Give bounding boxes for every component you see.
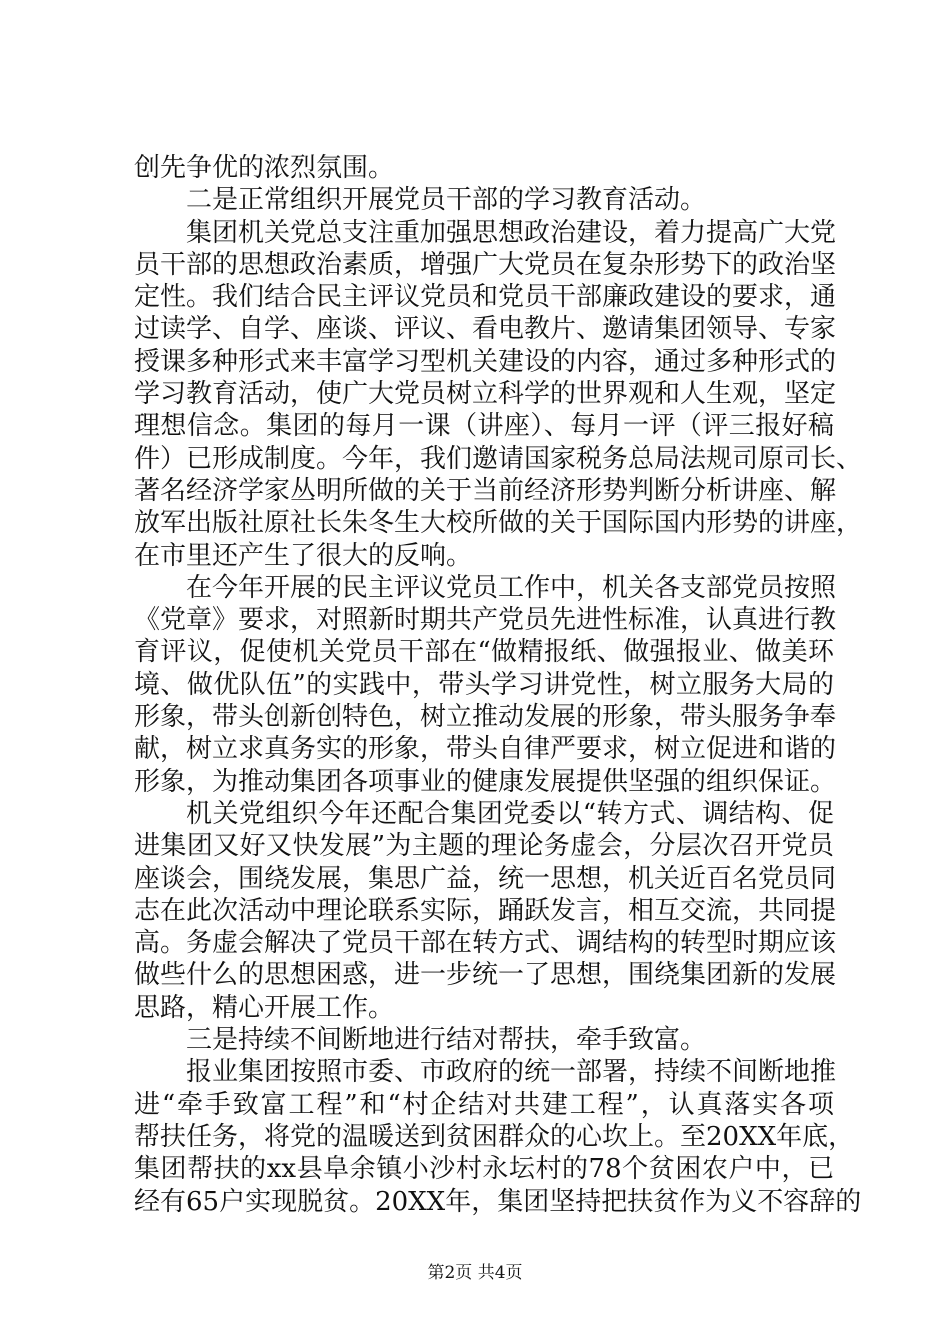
- text-line: 学习教育活动，使广大党员树立科学的世界观和人生观，坚定: [134, 379, 837, 410]
- text-line: 集团机关党总支注重加强思想政治建设，着力提高广大党: [186, 217, 837, 248]
- section-heading: 三是持续不间断地进行结对帮扶，牵手致富。: [186, 1025, 707, 1056]
- text-line: 放军出版社原社长朱冬生大校所做的关于国际国内形势的讲座，: [134, 508, 863, 539]
- text-line: 授课多种形式来丰富学习型机关建设的内容，通过多种形式的: [134, 346, 837, 377]
- document-body: [134, 152, 863, 1218]
- text-line: 创先争优的浓烈氛围。: [134, 153, 395, 183]
- text-line: 经有65户实现脱贫。20XX年，集团坚持把扶贫作为义不容辞的: [134, 1186, 862, 1217]
- text-line: 员干部的思想政治素质，增强广大党员在复杂形势下的政治坚: [134, 249, 837, 280]
- text-line: 进集团又好又快发展”为主题的理论务虚会，分层次召开党员: [134, 831, 834, 862]
- text-line: 育评议，促使机关党员干部在“做精报纸、做强报业、做美环: [134, 637, 834, 668]
- text-line: 集团帮扶的xx县阜余镇小沙村永坛村的78个贫困农户中，已: [134, 1154, 834, 1185]
- text-line: 件）已形成制度。今年，我们邀请国家税务总局法规司原司长、: [134, 443, 863, 474]
- text-line: 思路，精心开展工作。: [134, 992, 395, 1023]
- text-line: 座谈会，围绕发展，集思广益，统一思想，机关近百名党员同: [134, 863, 837, 894]
- page-number-footer: 第2页 共4页: [427, 1263, 523, 1283]
- text-line: 在今年开展的民主评议党员工作中，机关各支部党员按照: [186, 572, 837, 603]
- text-line: 进“牵手致富工程”和“村企结对共建工程”，认真落实各项: [134, 1089, 834, 1120]
- text-line: 过读学、自学、座谈、评议、看电教片、邀请集团领导、专家: [134, 314, 837, 345]
- text-line: 高。务虚会解决了党员干部在转方式、调结构的转型时期应该: [134, 928, 837, 959]
- text-line: 定性。我们结合民主评议党员和党员干部廉政建设的要求，通: [134, 282, 837, 313]
- text-line: 著名经济学家丛明所做的关于当前经济形势判断分析讲座、解: [134, 475, 837, 506]
- text-line: 做些什么的思想困惑，进一步统一了思想，围绕集团新的发展: [134, 960, 837, 991]
- text-line: 机关党组织今年还配合集团党委以“转方式、调结构、促: [186, 798, 834, 829]
- text-line: 报业集团按照市委、市政府的统一部署，持续不间断地推: [186, 1057, 837, 1088]
- text-line: 志在此次活动中理论联系实际，踊跃发言，相互交流，共同提: [134, 895, 837, 926]
- text-line: 《党章》要求，对照新时期共产党员先进性标准，认真进行教: [134, 605, 837, 636]
- text-line: 理想信念。集团的每月一课（讲座）、每月一评（评三报好稿: [134, 411, 834, 442]
- text-line: 形象，带头创新创特色，树立推动发展的形象，带头服务争奉: [134, 702, 837, 733]
- text-line: 在市里还产生了很大的反响。: [134, 540, 473, 571]
- section-heading: 二是正常组织开展党员干部的学习教育活动。: [186, 185, 707, 216]
- text-line: 帮扶任务，将党的温暖送到贫困群众的心坎上。至20XX年底，: [134, 1121, 855, 1152]
- text-line: 形象，为推动集团各项事业的健康发展提供坚强的组织保证。: [134, 766, 837, 797]
- text-line: 献，树立求真务实的形象，带头自律严要求，树立促进和谐的: [134, 734, 837, 765]
- text-line: 境、做优队伍”的实践中，带头学习讲党性，树立服务大局的: [134, 669, 834, 700]
